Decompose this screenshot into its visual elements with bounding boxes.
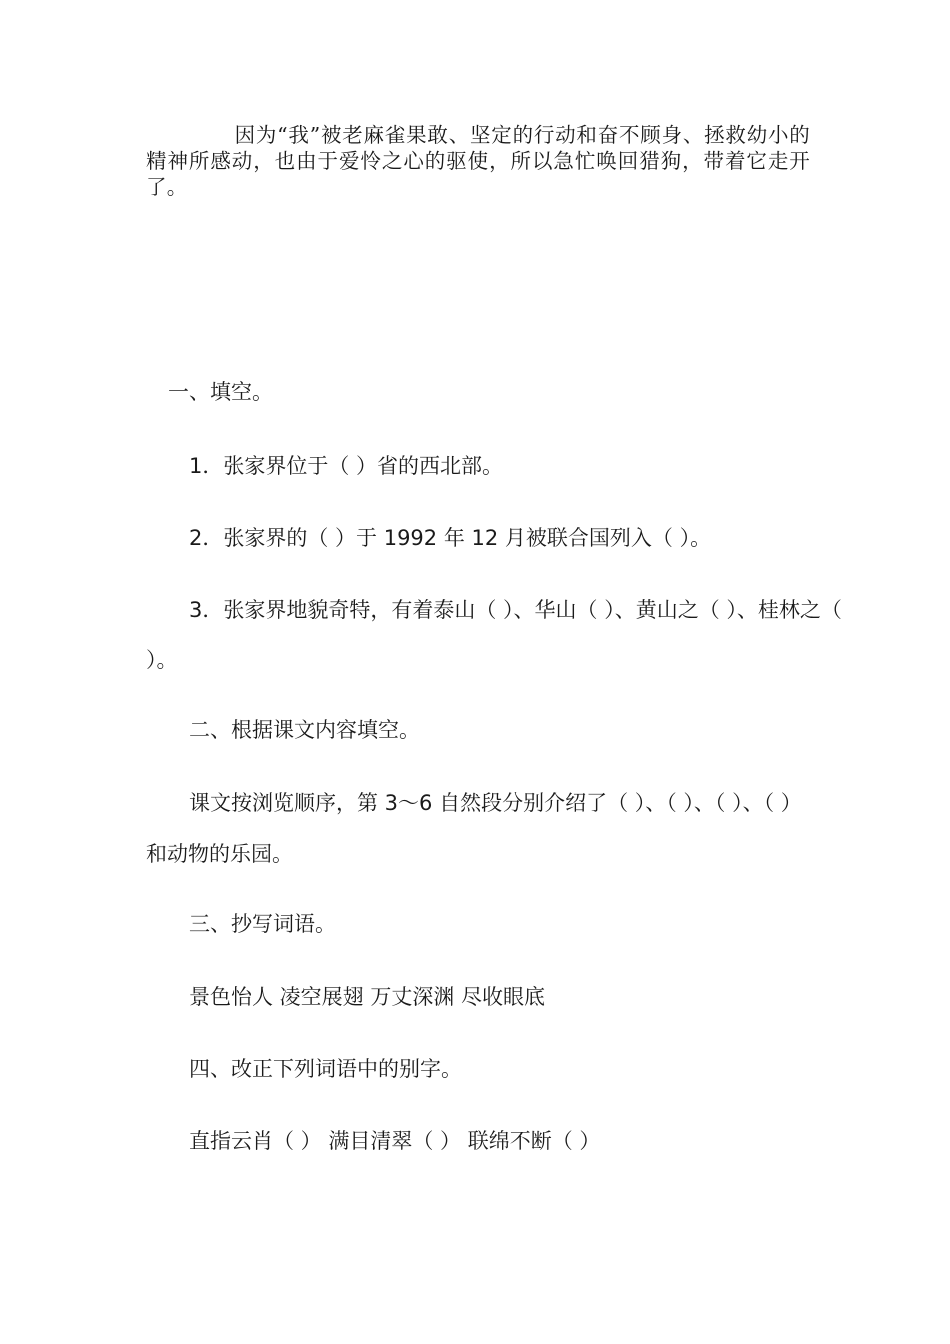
section-2-text-line-1: 课文按浏览顺序，第 3～6 自然段分别介绍了（ ）、（ ）、（ ）、（ ） <box>189 791 802 815</box>
question-2: 2．张家界的（ ）于 1992 年 12 月被联合国列入（ ）。 <box>189 526 712 550</box>
answer-paragraph-text: 因为“我”被老麻雀果敢、坚定的行动和奋不顾身、拯救幼小的精神所感动，也由于爱怜之心的驱使，所以急忙唤回猎狗，带着它走开了。 <box>146 123 810 199</box>
answer-paragraph <box>146 122 810 200</box>
section-3-words: 景色怡人 凌空展翅 万丈深渊 尽收眼底 <box>189 985 546 1009</box>
section-3-heading: 三、抄写词语。 <box>189 912 336 936</box>
section-2-heading: 二、根据课文内容填空。 <box>189 718 420 742</box>
section-4-heading: 四、改正下列词语中的别字。 <box>189 1057 462 1081</box>
question-3-line-2: ）。 <box>146 648 178 672</box>
question-3-line-1: 3．张家界地貌奇特，有着泰山（ ）、华山（ ）、黄山之（ ）、桂林之（ <box>189 598 842 622</box>
question-1: 1．张家界位于（ ）省的西北部。 <box>189 454 504 478</box>
section-2-text-line-2: 和动物的乐园。 <box>146 842 293 866</box>
section-4-items: 直指云肖（ ） 满目清翠（ ） 联绵不断（ ） <box>189 1129 601 1153</box>
section-1-heading: 一、填空。 <box>168 380 273 404</box>
